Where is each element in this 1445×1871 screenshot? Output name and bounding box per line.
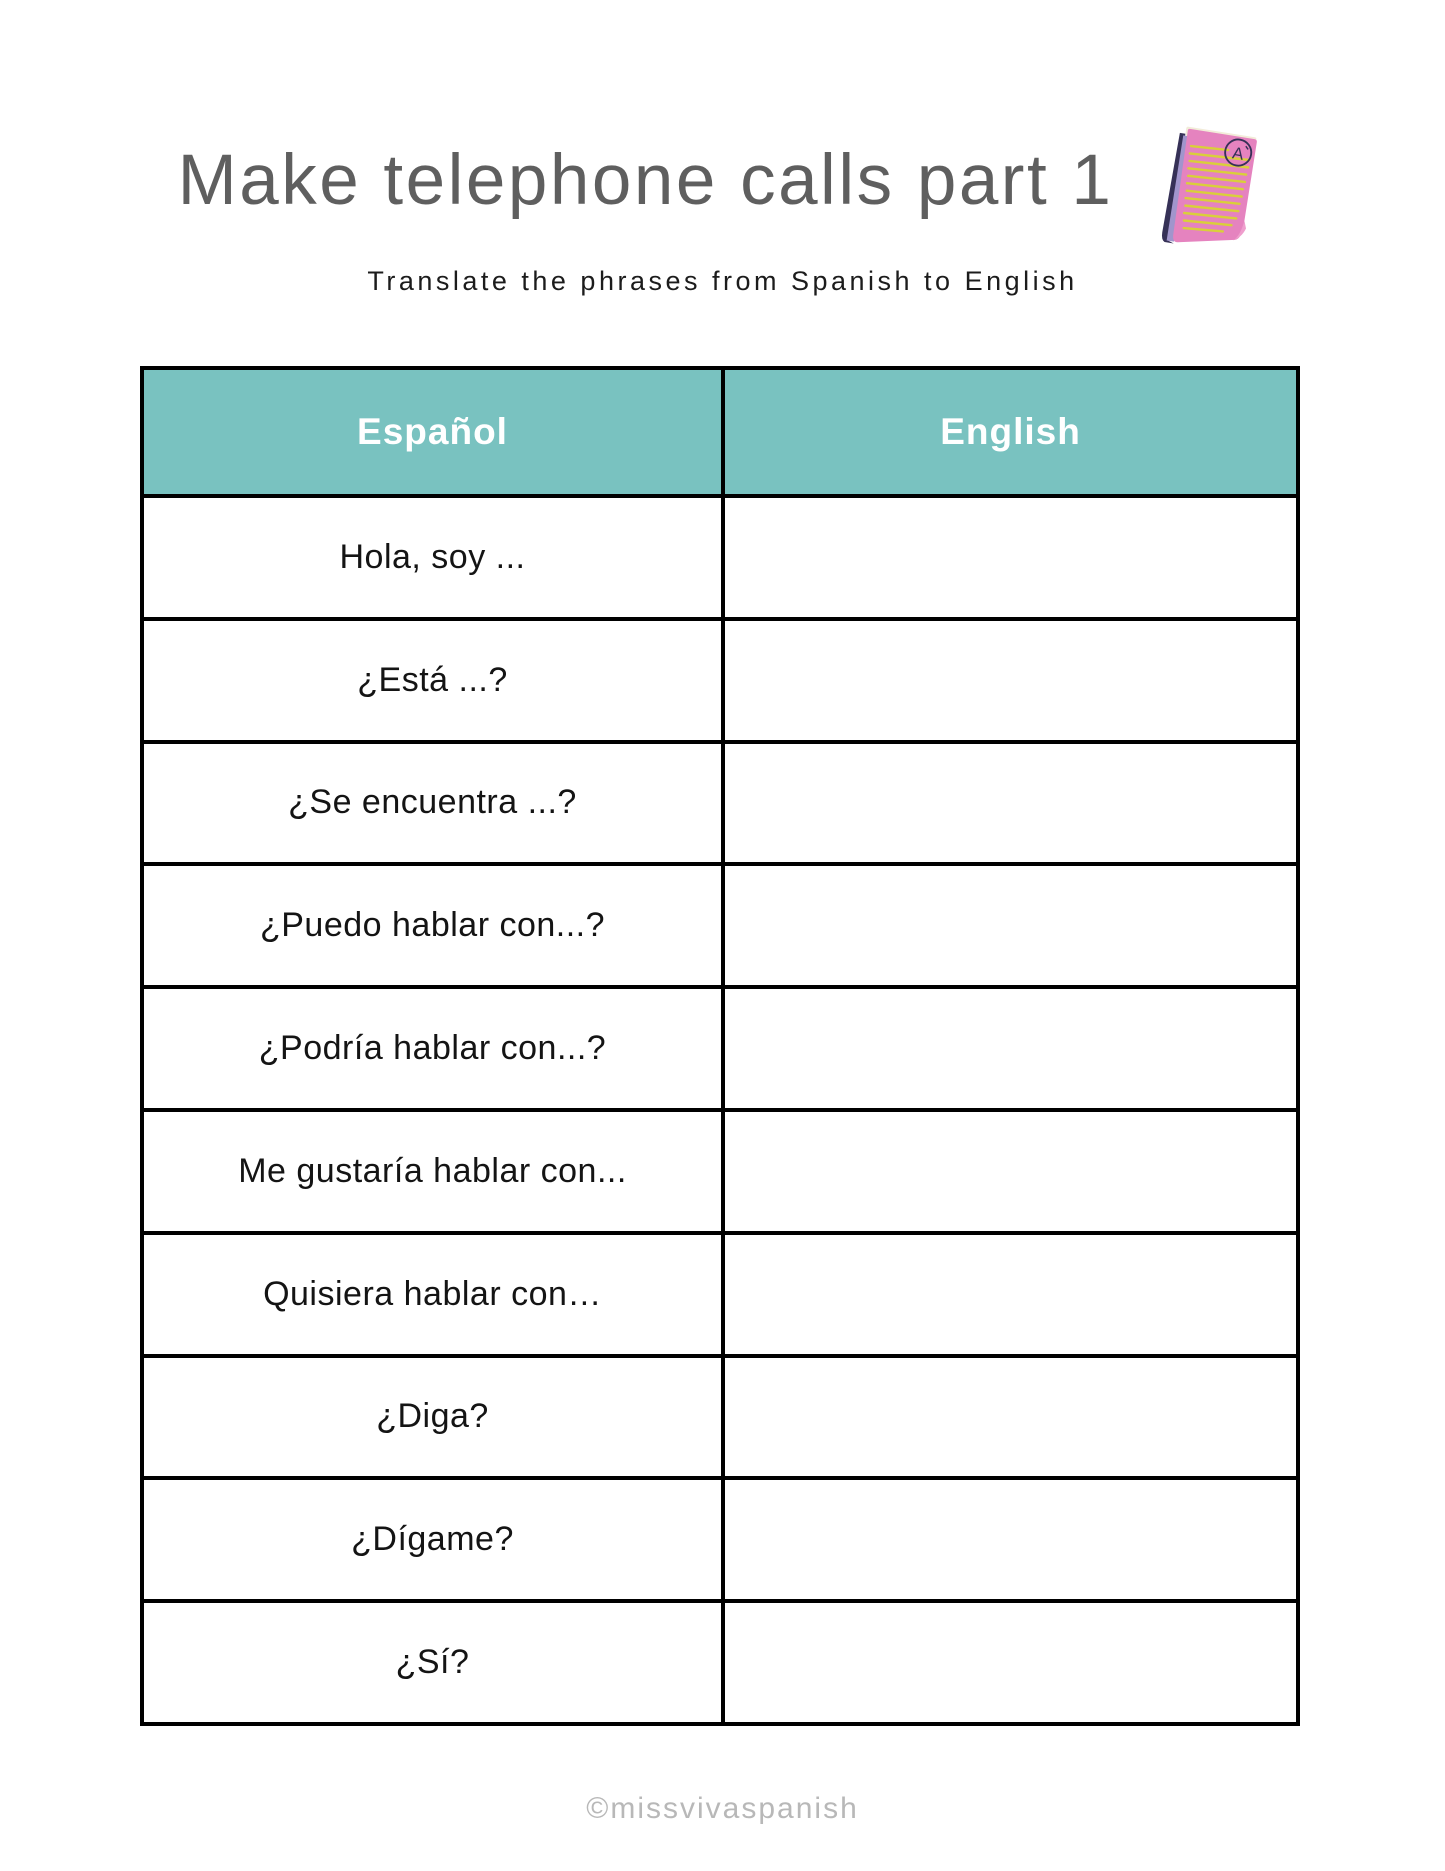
english-answer-cell	[725, 1112, 1296, 1231]
english-answer-cell	[725, 621, 1296, 740]
spanish-phrase: ¿Podría hablar con...?	[258, 1029, 607, 1068]
spanish-phrase-cell	[144, 621, 725, 740]
column-header-english: English	[940, 411, 1081, 452]
spanish-phrase: ¿Dígame?	[351, 1520, 514, 1559]
spanish-phrase: ¿Está ...?	[357, 660, 508, 699]
english-answer-cell	[725, 1480, 1296, 1599]
spanish-phrase: Hola, soy ...	[339, 537, 526, 576]
table-row	[144, 617, 1296, 740]
english-answer-cell	[725, 498, 1296, 617]
title-row	[0, 103, 1445, 257]
english-answer-cell	[725, 989, 1296, 1108]
translation-table	[140, 366, 1300, 1726]
table-row	[144, 862, 1296, 985]
english-answer-cell	[725, 1603, 1296, 1722]
spanish-phrase: ¿Sí?	[395, 1643, 470, 1682]
spanish-phrase-cell	[144, 866, 725, 985]
table-row	[144, 1108, 1296, 1231]
table-row	[144, 1476, 1296, 1599]
spanish-phrase-cell	[144, 744, 725, 863]
spanish-phrase: ¿Puedo hablar con...?	[259, 906, 606, 945]
spanish-phrase-cell	[144, 1235, 725, 1354]
graded-notepad-icon	[1155, 117, 1267, 257]
table-row	[144, 1599, 1296, 1722]
spanish-phrase: ¿Se encuentra ...?	[288, 783, 577, 822]
table-row	[144, 1231, 1296, 1354]
column-header-espanol: Español	[144, 370, 725, 494]
table-row	[144, 494, 1296, 617]
spanish-phrase: Me gustaría hablar con...	[238, 1151, 627, 1190]
table-row	[144, 1354, 1296, 1477]
spanish-phrase: Quisiera hablar con…	[263, 1274, 602, 1313]
spanish-phrase-cell	[144, 989, 725, 1108]
watermark-credit: ©missvivaspanish	[586, 1792, 859, 1825]
table-row	[144, 740, 1296, 863]
spanish-phrase-cell	[144, 1603, 725, 1722]
worksheet-instructions: Translate the phrases from Spanish to English	[367, 266, 1078, 296]
page-title: Make telephone calls part 1	[177, 140, 1114, 220]
spanish-phrase-cell	[144, 1112, 725, 1231]
spanish-phrase: ¿Diga?	[376, 1397, 489, 1436]
english-answer-cell	[725, 1358, 1296, 1477]
grade-letter: A	[1231, 143, 1246, 164]
table-header-row	[144, 370, 1296, 494]
spanish-phrase-cell	[144, 1480, 725, 1599]
table-row	[144, 985, 1296, 1108]
spanish-phrase-cell	[144, 1358, 725, 1477]
english-answer-cell	[725, 744, 1296, 863]
spanish-phrase-cell	[144, 498, 725, 617]
english-answer-cell	[725, 866, 1296, 985]
english-answer-cell	[725, 1235, 1296, 1354]
